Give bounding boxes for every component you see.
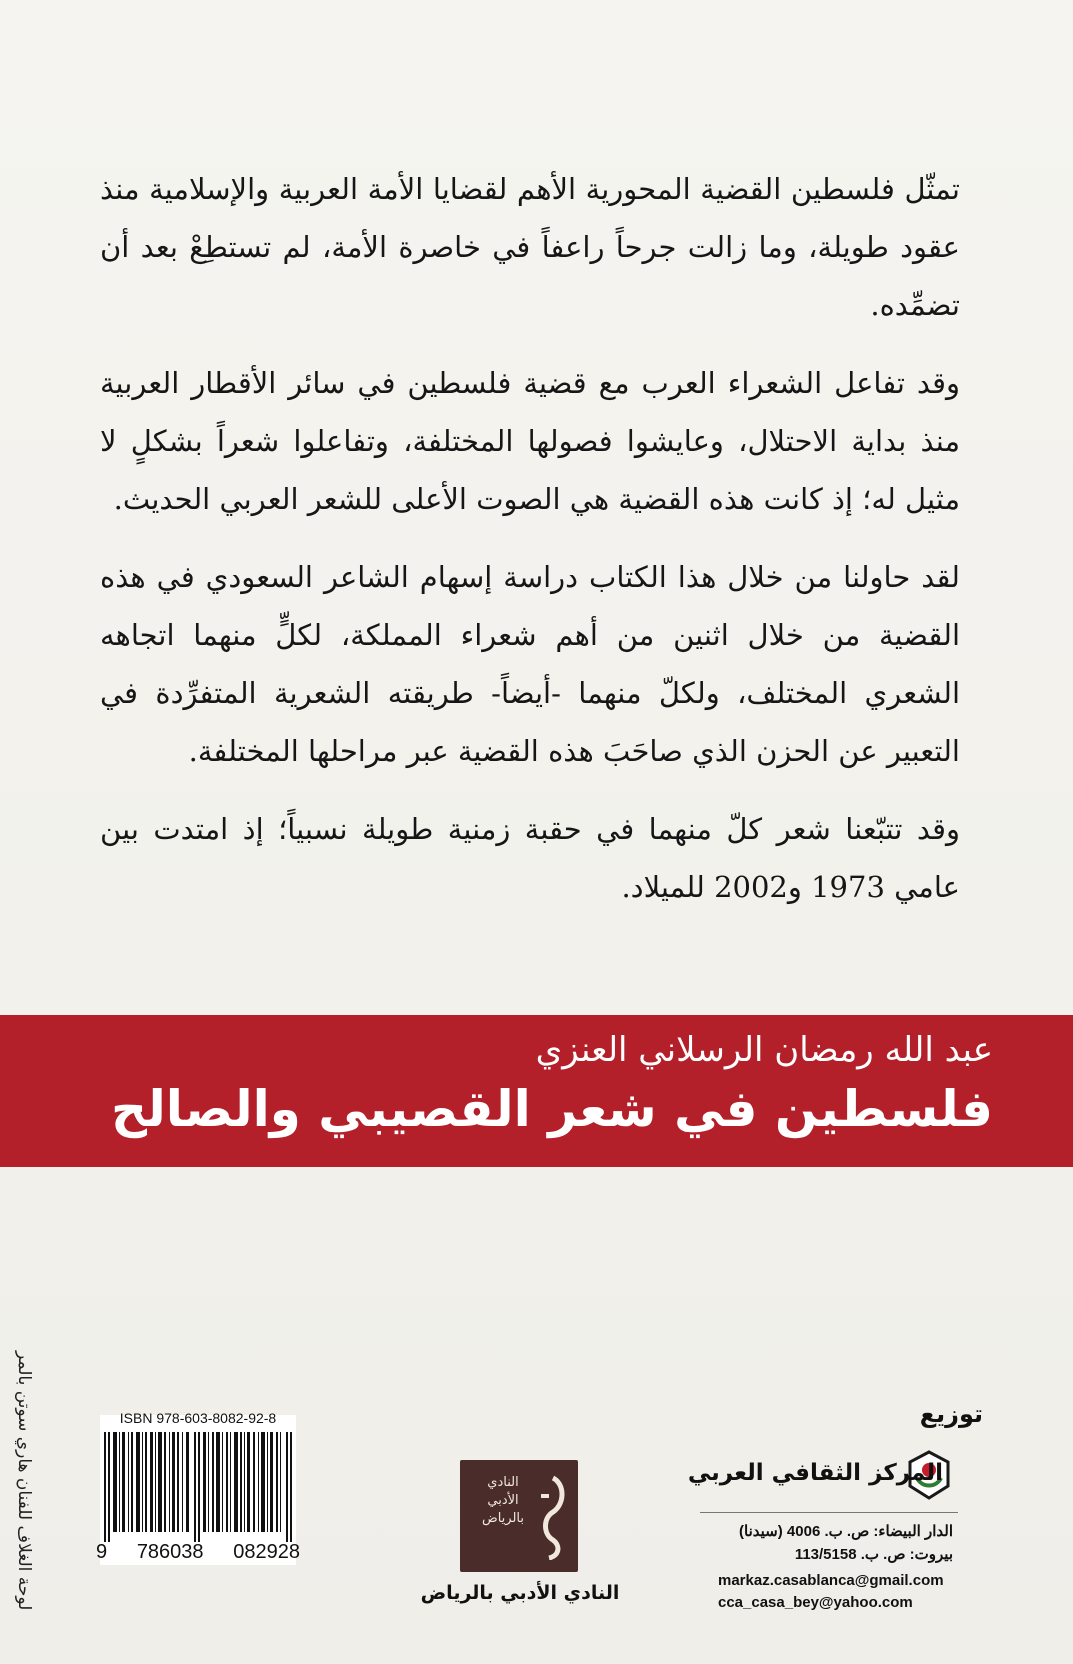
cultural-center-name: المركز الثقافي العربي (687, 1460, 943, 1486)
blurb-paragraph-2: وقد تفاعل الشعراء العرب مع قضية فلسطين في سائر الأقطار العربية منذ بداية الاحتلال، وعايشوا فصولها المختلفة، وتفاعلوا شعراً بشكلٍ لا مثيل له؛ إذ كانت هذه القضية هي الصوت الأعلى للشعر العربي الحديث. (100, 366, 960, 516)
literary-club-emblem-icon (537, 1474, 569, 1560)
author-name: عبد الله رمضان الرسلاني العنزي (535, 1030, 993, 1070)
literary-club-caption: النادي الأدبي بالرياض (420, 1582, 620, 1604)
ean-digits (96, 1541, 300, 1564)
divider (700, 1512, 958, 1513)
literary-club-logo-text: النادي الأدبي بالرياض (481, 1475, 524, 1526)
blurb-paragraph-4: وقد تتبّعنا شعر كلّ منهما في حقبة زمنية طويلة نسبياً؛ إذ امتدت بين عامي 1973 و2002 للميلاد. (100, 812, 960, 904)
email-beirut: cca_casa_bey@yahoo.com (718, 1594, 913, 1611)
email-casablanca: markaz.casablanca@gmail.com (718, 1572, 944, 1589)
distribution-label: توزيع (919, 1400, 983, 1428)
barcode-icon (102, 1432, 294, 1542)
address-casablanca: الدار البيضاء: ص. ب. 4006 (سيدنا) (739, 1523, 953, 1540)
ean-digit-right: 082928 (233, 1541, 300, 1563)
ean-digit-left: 786038 (136, 1541, 204, 1563)
address-beirut: بيروت: ص. ب. 113/5158 (794, 1546, 953, 1563)
cover-art-credit: لوحة الغلاف للفنان هاري سوتن بالمر (14, 1350, 34, 1610)
blurb-text (100, 160, 960, 936)
book-title: فلسطين في شعر القصيبي والصالح (110, 1080, 993, 1138)
ean-digit-lead: 9 (96, 1541, 108, 1563)
isbn-label: ISBN 978-603-8082-92-8 (119, 1410, 277, 1426)
blurb-paragraph-1: تمثّل فلسطين القضية المحورية الأهم لقضايا الأمة العربية والإسلامية منذ عقود طويلة، وما زالت جرحاً راعفاً في خاصرة الأمة، لم تستطِعْ بعد أن تضمِّده. (100, 172, 960, 322)
blurb-paragraph-3: لقد حاولنا من خلال هذا الكتاب دراسة إسهام الشاعر السعودي في هذه القضية من خلال اثنين من أهم شعراء المملكة، لكلٍّ منهما اتجاهه الشعري المختلف، ولكلّ منهما -أيضاً- طريقته الشعرية المتفرِّدة في التعبير عن الحزن الذي صاحَبَ هذه القضية عبر مراحلها المختلفة. (100, 560, 960, 768)
